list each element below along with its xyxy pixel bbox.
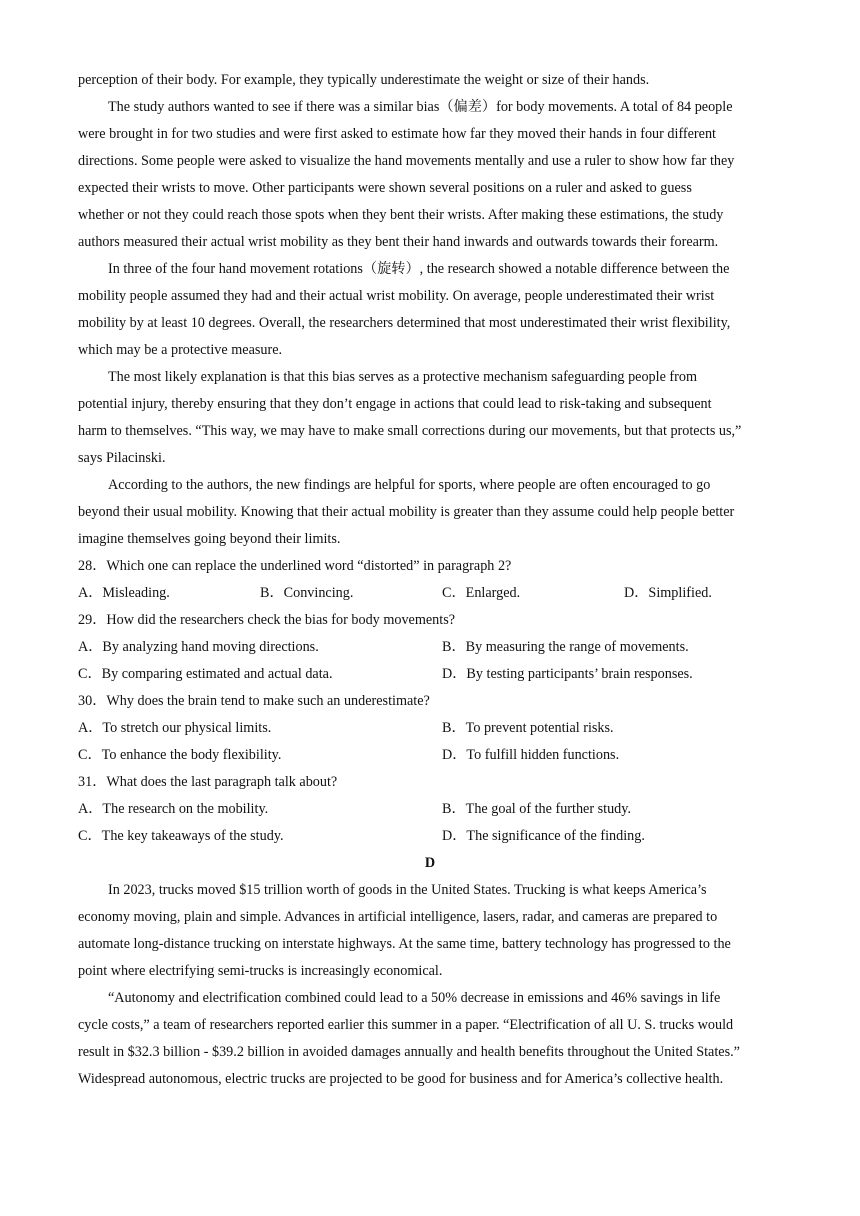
answer-option[interactable]: C．Enlarged.: [442, 585, 521, 601]
answer-option[interactable]: D．To fulfill hidden functions.: [442, 747, 620, 763]
paragraph-line: authors measured their actual wrist mobility as they bent their hand inwards and outwards towards their forearm.: [78, 234, 719, 250]
paragraph-line: In 2023, trucks moved $15 trillion worth of goods in the United States. Trucking is what keeps America’s: [108, 882, 707, 898]
answer-option[interactable]: A．The research on the mobility.: [78, 801, 269, 817]
paragraph-line: potential injury, thereby ensuring that they don’t engage in actions that could lead to risk-taking and subsequent: [78, 396, 712, 412]
answer-option[interactable]: D．By testing participants’ brain responses.: [442, 666, 693, 682]
answer-option[interactable]: A．By analyzing hand moving directions.: [78, 639, 319, 655]
paragraph-line: directions. Some people were asked to visualize the hand movements mentally and use a ruler to show how far they: [78, 153, 735, 169]
paragraph-line: mobility by at least 10 degrees. Overall, the researchers determined that most underestimated their wrist flexibility,: [78, 315, 731, 331]
paragraph-line: cycle costs,” a team of researchers reported earlier this summer in a paper. “Electrification of all U. S. trucks would: [78, 1017, 734, 1033]
paragraph-line: Widespread autonomous, electric trucks are projected to be good for business and for America’s collective health.: [78, 1071, 724, 1087]
paragraph-line: The most likely explanation is that this bias serves as a protective mechanism safeguarding people from: [108, 369, 698, 385]
paragraph-line: economy moving, plain and simple. Advances in artificial intelligence, lasers, radar, and cameras are prepared to: [78, 909, 718, 925]
paragraph-line: expected their wrists to move. Other participants were shown several positions on a ruler and asked to guess: [78, 180, 692, 196]
paragraph-line: point where electrifying semi-trucks is increasingly economical.: [78, 963, 443, 979]
answer-option[interactable]: D．Simplified.: [624, 585, 712, 601]
answer-option[interactable]: C．By comparing estimated and actual data.: [78, 666, 333, 682]
paragraph-line: were brought in for two studies and were first asked to estimate how far they moved their hands in four different: [78, 126, 716, 142]
paragraph-line: imagine themselves going beyond their limits.: [78, 531, 341, 547]
question-stem: 28．Which one can replace the underlined word “distorted” in paragraph 2?: [78, 558, 512, 574]
question-stem: 29．How did the researchers check the bias for body movements?: [78, 612, 456, 628]
answer-option[interactable]: C．The key takeaways of the study.: [78, 828, 284, 844]
paragraph-line: beyond their usual mobility. Knowing that their actual mobility is greater than they assume could help people better: [78, 504, 735, 520]
paragraph-line: result in $32.3 billion - $39.2 billion in avoided damages annually and health benefits throughout the United States.”: [78, 1044, 740, 1060]
paragraph-line: which may be a protective measure.: [78, 342, 283, 358]
answer-option[interactable]: B．The goal of the further study.: [442, 801, 631, 817]
paragraph-line: whether or not they could reach those spots when they bent their wrists. After making these estimations, the study: [78, 207, 724, 223]
paragraph-line: According to the authors, the new findings are helpful for sports, where people are often encouraged to go: [108, 477, 711, 493]
question-stem: 31．What does the last paragraph talk about?: [78, 774, 338, 790]
paragraph-line: automate long-distance trucking on interstate highways. At the same time, battery technology has progressed to the: [78, 936, 731, 952]
paragraph-line: perception of their body. For example, they typically underestimate the weight or size of their hands.: [78, 72, 650, 88]
answer-option[interactable]: B．Convincing.: [260, 585, 354, 601]
question-stem: 30．Why does the brain tend to make such an underestimate?: [78, 693, 430, 709]
paragraph-line: In three of the four hand movement rotations（旋转）, the research showed a notable difference between the: [108, 261, 730, 277]
section-heading: D: [424, 855, 436, 871]
paragraph-line: says Pilacinski.: [78, 450, 166, 466]
answer-option[interactable]: A．To stretch our physical limits.: [78, 720, 272, 736]
answer-option[interactable]: B．By measuring the range of movements.: [442, 639, 689, 655]
paragraph-line: mobility people assumed they had and their actual wrist mobility. On average, people underestimated their wrist: [78, 288, 715, 304]
paragraph-line: The study authors wanted to see if there was a similar bias（偏差）for body movements. A total of 84 people: [108, 99, 733, 115]
answer-option[interactable]: B．To prevent potential risks.: [442, 720, 614, 736]
answer-option[interactable]: A．Misleading.: [78, 585, 170, 601]
answer-option[interactable]: D．The significance of the finding.: [442, 828, 645, 844]
paragraph-line: harm to themselves. “This way, we may have to make small corrections during our movements, but that protects us,”: [78, 423, 742, 439]
answer-option[interactable]: C．To enhance the body flexibility.: [78, 747, 282, 763]
paragraph-line: “Autonomy and electrification combined could lead to a 50% decrease in emissions and 46% savings in life: [108, 990, 721, 1006]
